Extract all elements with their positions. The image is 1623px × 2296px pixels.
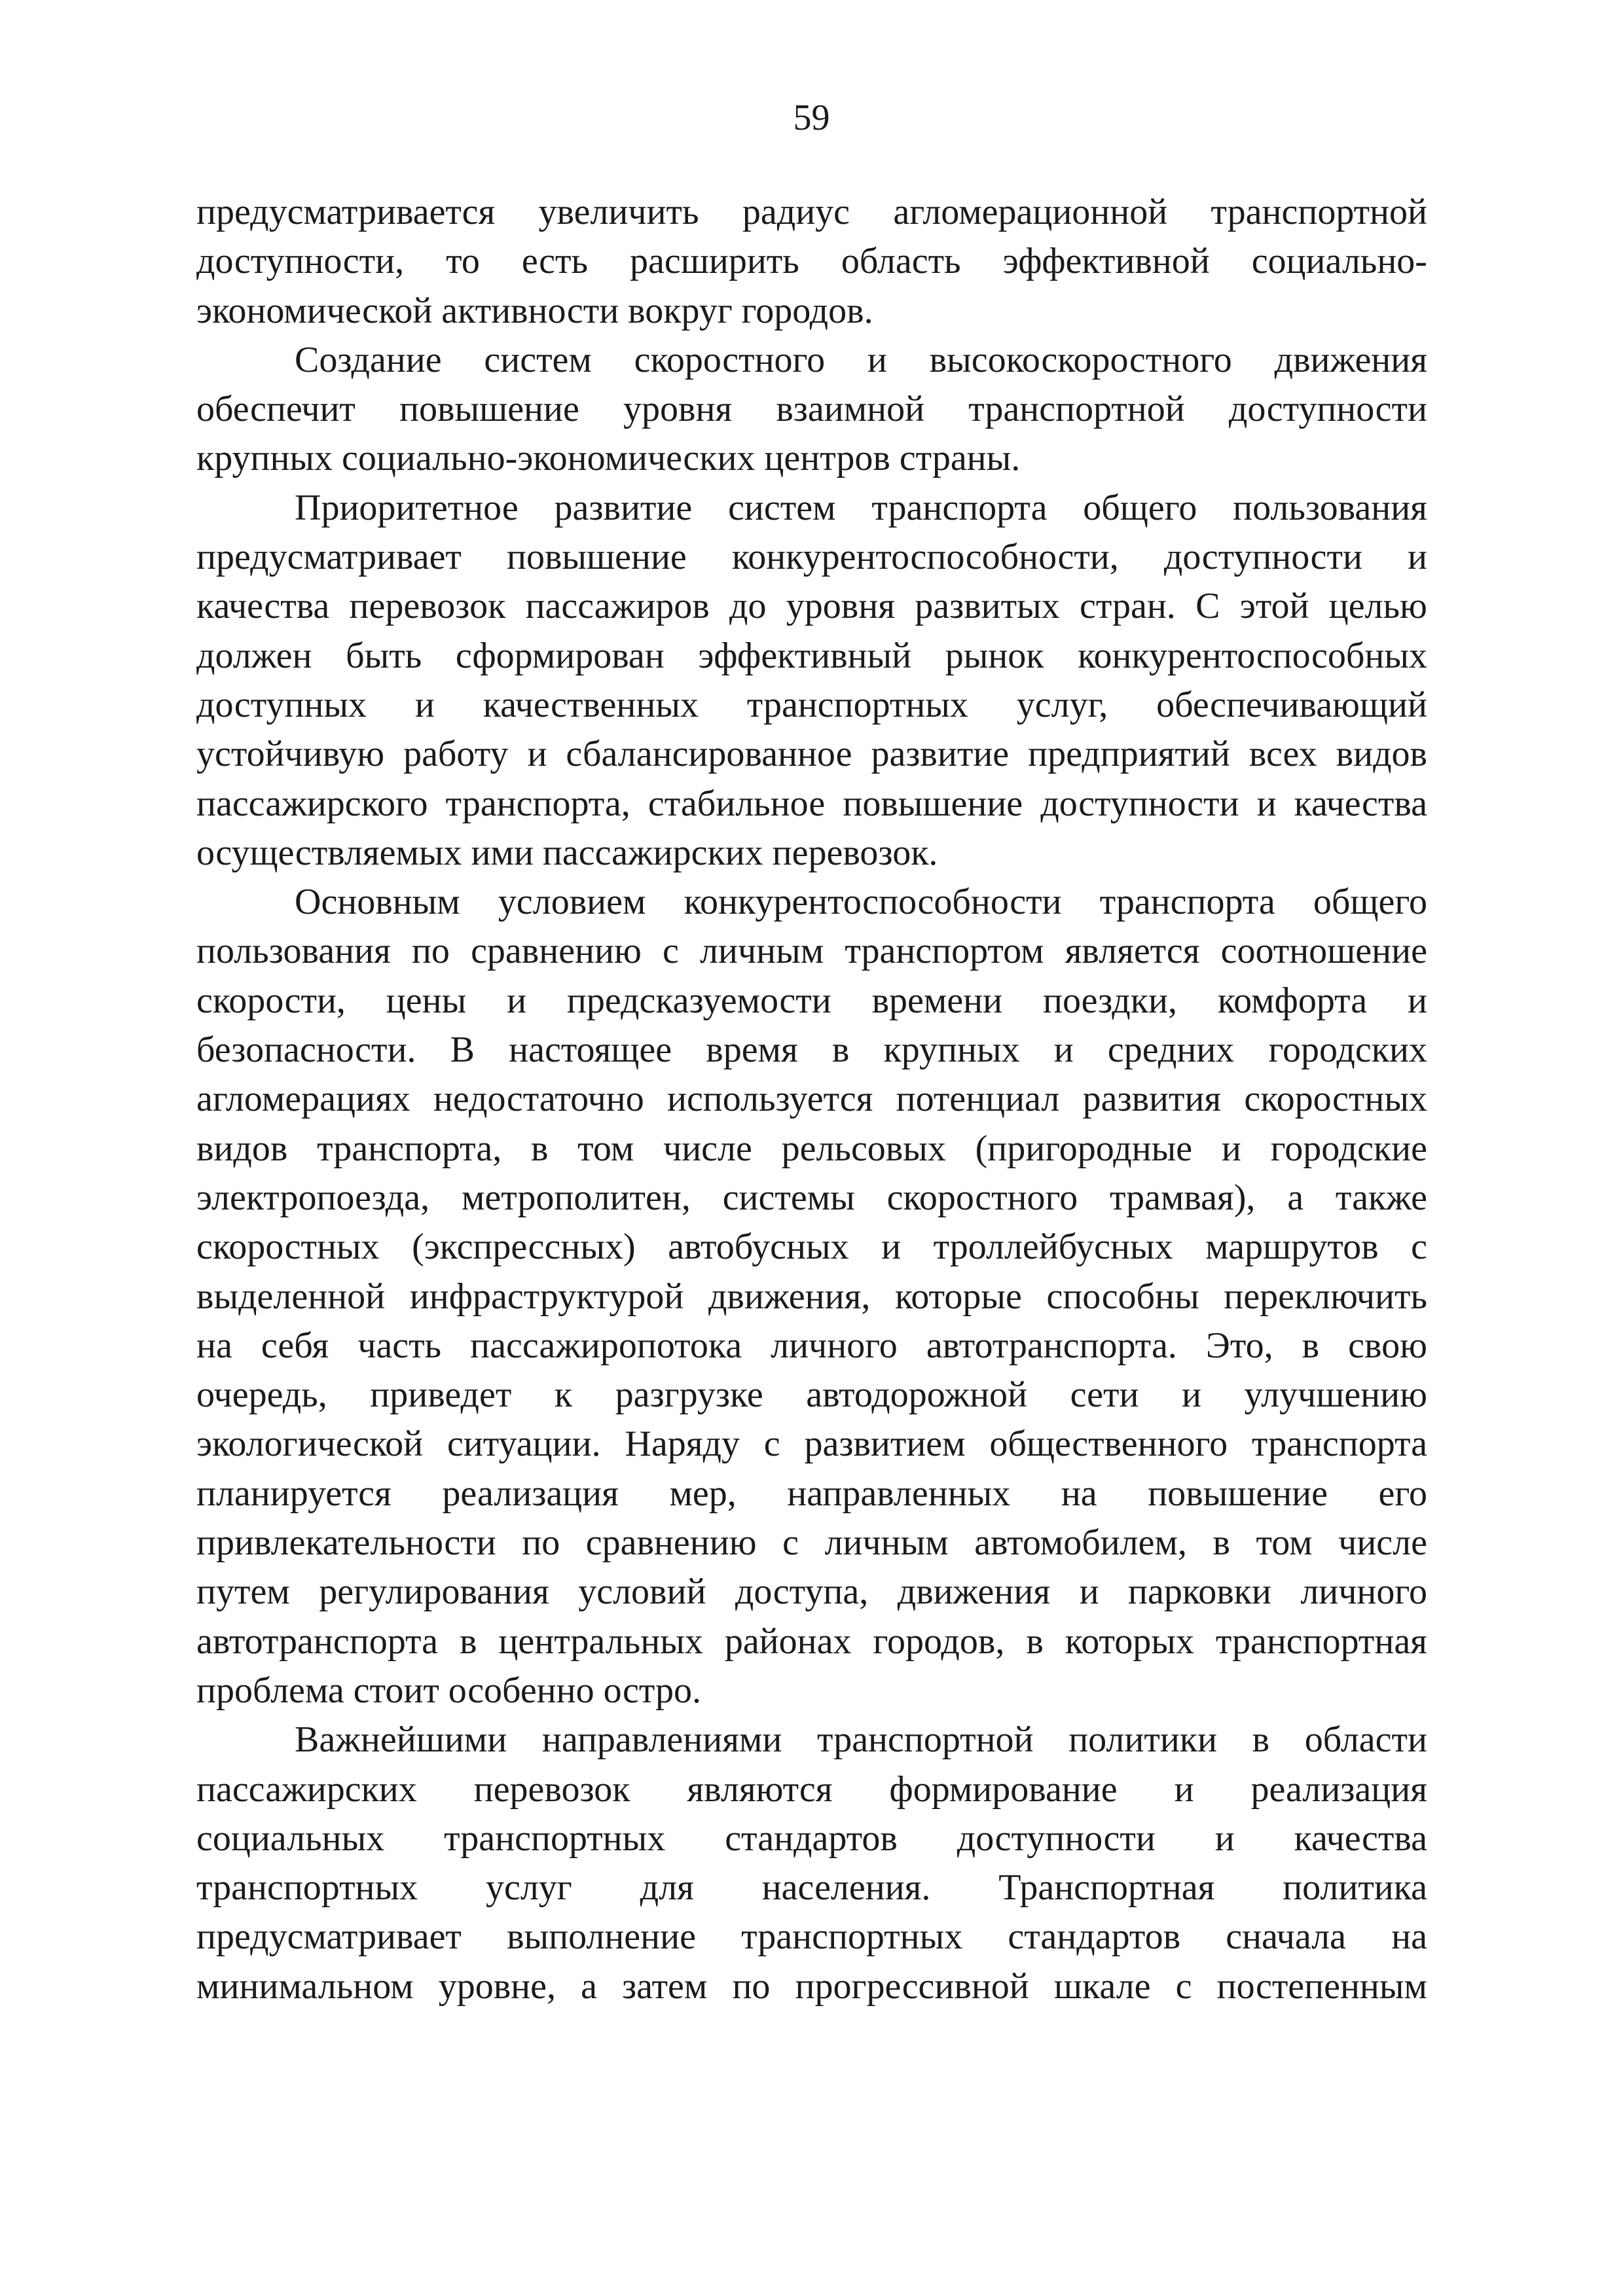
text-line: Приоритетное развитие систем транспорта общего пользования: [295, 487, 1427, 528]
text-line: на себя часть пассажиропотока личного автотранспорта. Это, в свою: [196, 1325, 1427, 1366]
text-line: минимальном уровне, а затем по прогрессивной шкале с постепенным: [196, 1965, 1427, 2007]
text-line: проблема стоит особенно остро.: [196, 1670, 702, 1711]
text-line: Основным условием конкурентоспособности транспорта общего: [295, 882, 1427, 923]
text-line: доступности, то есть расширить область эффективной социально-: [196, 241, 1427, 282]
page-number: 59: [793, 98, 830, 138]
paragraph-1: [196, 188, 1427, 336]
text-line: социальных транспортных стандартов доступности и качества: [196, 1818, 1427, 1859]
text-line: должен быть сформирован эффективный рынок конкурентоспособных: [196, 635, 1427, 676]
text-line: обеспечит повышение уровня взаимной транспортной доступности: [196, 389, 1427, 430]
text-line: пользования по сравнению с личным транспортом является соотношение: [196, 931, 1427, 972]
paragraph-2: [196, 336, 1427, 484]
text-line: скорости, цены и предсказуемости времени поездки, комфорта и: [196, 980, 1427, 1021]
text-line: доступных и качественных транспортных услуг, обеспечивающий: [196, 684, 1427, 725]
text-line: экологической ситуации. Наряду с развитием общественного транспорта: [196, 1424, 1427, 1465]
text-line: агломерациях недостаточно используется потенциал развития скоростных: [196, 1079, 1427, 1120]
text-line: Важнейшими направлениями транспортной политики в области: [295, 1719, 1427, 1761]
text-line: очередь, приведет к разгрузке автодорожной сети и улучшению: [196, 1374, 1427, 1416]
text-line: осуществляемых ими пассажирских перевозок.: [196, 832, 938, 873]
text-line: пассажирского транспорта, стабильное повышение доступности и качества: [196, 783, 1427, 824]
text-line: электропоезда, метрополитен, системы скоростного трамвая), а также: [196, 1177, 1427, 1218]
paragraph-5: [196, 1715, 1427, 2011]
text-line: предусматривает выполнение транспортных стандартов сначала на: [196, 1916, 1427, 1958]
text-line: Создание систем скоростного и высокоскоростного движения: [295, 339, 1427, 380]
text-line: путем регулирования условий доступа, движения и парковки личного: [196, 1571, 1427, 1613]
text-line: безопасности. В настоящее время в крупных и средних городских: [196, 1030, 1427, 1071]
text-line: выделенной инфраструктурой движения, которые способны переключить: [196, 1276, 1427, 1317]
paragraph-4: [196, 878, 1427, 1715]
text-line: скоростных (экспрессных) автобусных и троллейбусных маршрутов с: [196, 1227, 1427, 1268]
text-line: транспортных услуг для населения. Транспортная политика: [196, 1867, 1427, 1909]
text-line: предусматривается увеличить радиус агломерационной транспортной: [196, 192, 1427, 232]
body-text: [196, 188, 1427, 2011]
text-line: видов транспорта, в том числе рельсовых (пригородные и городские: [196, 1128, 1427, 1169]
text-line: автотранспорта в центральных районах городов, в которых транспортная: [196, 1621, 1427, 1662]
text-line: устойчивую работу и сбалансированное развитие предприятий всех видов: [196, 734, 1427, 775]
text-line: привлекательности по сравнению с личным автомобилем, в том числе: [196, 1522, 1427, 1564]
text-line: качества перевозок пассажиров до уровня развитых стран. С этой целью: [196, 586, 1427, 627]
text-line: предусматривает повышение конкурентоспособности, доступности и: [196, 537, 1427, 578]
text-line: пассажирских перевозок являются формирование и реализация: [196, 1768, 1427, 1810]
paragraph-3: [196, 484, 1427, 878]
text-line: экономической активности вокруг городов.: [196, 290, 873, 331]
text-line: планируется реализация мер, направленных на повышение его: [196, 1473, 1427, 1514]
text-line: крупных социально-экономических центров страны.: [196, 438, 1021, 479]
